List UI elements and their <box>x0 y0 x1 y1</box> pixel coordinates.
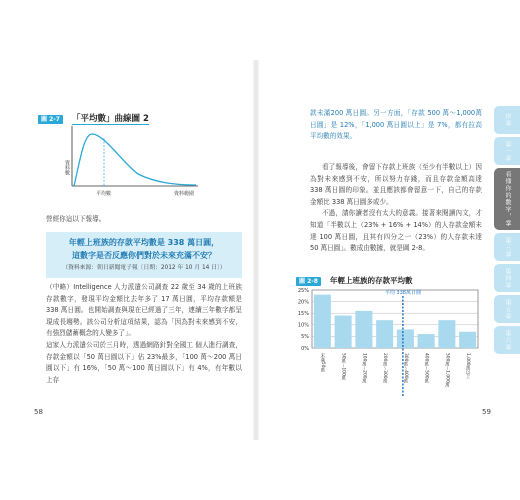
book-gutter <box>253 60 259 440</box>
x-tick-label: 未滿50萬 <box>319 353 325 372</box>
figure-tag: 圖 2-7 <box>38 115 63 124</box>
callout-title-line1: 年輕上班族的存款平均數是 338 萬日圓， <box>68 238 220 247</box>
left-body <box>46 282 242 386</box>
chapter-tab[interactable]: 第六章 <box>494 326 520 354</box>
page-number-left: 58 <box>34 408 43 416</box>
y-tick-label: 0% <box>301 345 309 352</box>
savings-bar-chart <box>288 282 484 408</box>
chapter-tab[interactable]: 看懂你的數字，掌握你的未來 <box>494 168 520 230</box>
paragraph: 這家人力派遣公司於三月時，透過網路針對全國工 個人進行調查，存款金額以「50 萬日圓以下」佔 23%最多，「100 萬～200 萬日圓以下」有 16%，「50 萬～100 萬日圓以下」有 4%，有年數以上存 <box>46 340 242 384</box>
paragraph: 不過，請你讀者沒有太大的意義。接著來閱讀內文，才知道「半數以上（23% + 16% + 14%）的人存款金額未達 100 萬日圓，且其有四分之一（23%）的人存款未達 50 萬日圓」。數成由數據，就是圖 2-8。 <box>310 209 482 253</box>
figure-title: 年輕上班族的存款平均數 <box>330 276 413 285</box>
chapter-tab[interactable]: 第三章 <box>494 233 520 261</box>
mean-label: 平均 338萬日圓 <box>384 290 421 296</box>
y-tick-label: 20% <box>297 299 309 306</box>
chart-ylabel: 資料數 <box>64 160 70 175</box>
bar <box>438 320 455 348</box>
bar <box>355 311 372 348</box>
x-tick-label: 50萬～100萬 <box>340 353 346 381</box>
figure-tag: 圖 2-8 <box>296 277 321 286</box>
callout-source: （資料來源：朝日新聞電子報〔日期：2012 年 10 月 14 日〕） <box>62 265 226 271</box>
chart-xlabel-range: 資料範圍 <box>174 191 195 197</box>
bar <box>459 332 476 348</box>
right-body <box>310 162 482 255</box>
chapter-tab[interactable]: 第四章 <box>494 264 520 292</box>
figure-title: 「平均數」曲線圖 2 <box>72 114 149 124</box>
paragraph: 看了報導後，會留下存款上班族（至少有半數以上）因為對未來感到不安，所以努力存錢，而且存款金額高達 338 萬日圓的印象。並且應該都會留意一下，自己的存款金額比 338 萬日圓多或少。 <box>310 163 482 206</box>
y-tick-label: 5% <box>301 334 309 341</box>
x-tick-label: 400萬～500萬 <box>423 353 429 383</box>
chapter-tab[interactable]: 序章 <box>494 106 520 134</box>
bar <box>335 316 352 348</box>
intro-text: 營經你這以下報導。 <box>46 215 106 223</box>
x-tick-label: 100萬～200萬 <box>361 353 367 383</box>
chapter-tab[interactable]: 第一章 <box>494 137 520 165</box>
chart-xlabel-mean: 平均數 <box>96 191 112 197</box>
x-tick-label: 200萬～300萬 <box>382 353 388 383</box>
x-tick-label: 1,000萬以上 <box>465 353 471 379</box>
news-callout <box>46 232 242 278</box>
bar <box>418 334 435 348</box>
callout-title-line2: 這數字是否反應你們對於未來充滿不安？ <box>72 251 216 260</box>
y-tick-label: 10% <box>297 322 309 329</box>
bar <box>376 320 393 348</box>
x-tick-label: 500萬～1,000萬 <box>444 353 450 388</box>
bar <box>397 329 414 348</box>
skewed-distribution-chart <box>58 120 208 204</box>
paragraph: （中略）Intelligence 人力派遣公司調查 22 歲至 34 歲的上班族存款數字，發現平均金額比去年多了 17 萬日圓，平均存款額是 338 萬日圓。也開始調查與現在已經過了三年，連續三年數字都呈現成長趨勢。該公司分析這項結果，認為「因為對未來感到不安，有強烈儲蓄概念的人變多了」。 <box>46 283 242 338</box>
distribution-curve <box>74 134 196 186</box>
y-tick-label: 25% <box>297 287 309 294</box>
x-tick-label: 300萬～400萬 <box>402 353 408 383</box>
y-tick-label: 15% <box>297 311 309 317</box>
chapter-tab[interactable]: 第五章 <box>494 295 520 323</box>
bar <box>314 295 331 348</box>
page-number-right: 59 <box>482 408 491 416</box>
right-top-paragraph: 款未滿200 萬日圓。另一方面，「存款 500 萬～1,000萬日圓」是 12%，「1,000 萬日圓以上」是 7%，都有拉高平均數的效果。 <box>310 109 482 141</box>
